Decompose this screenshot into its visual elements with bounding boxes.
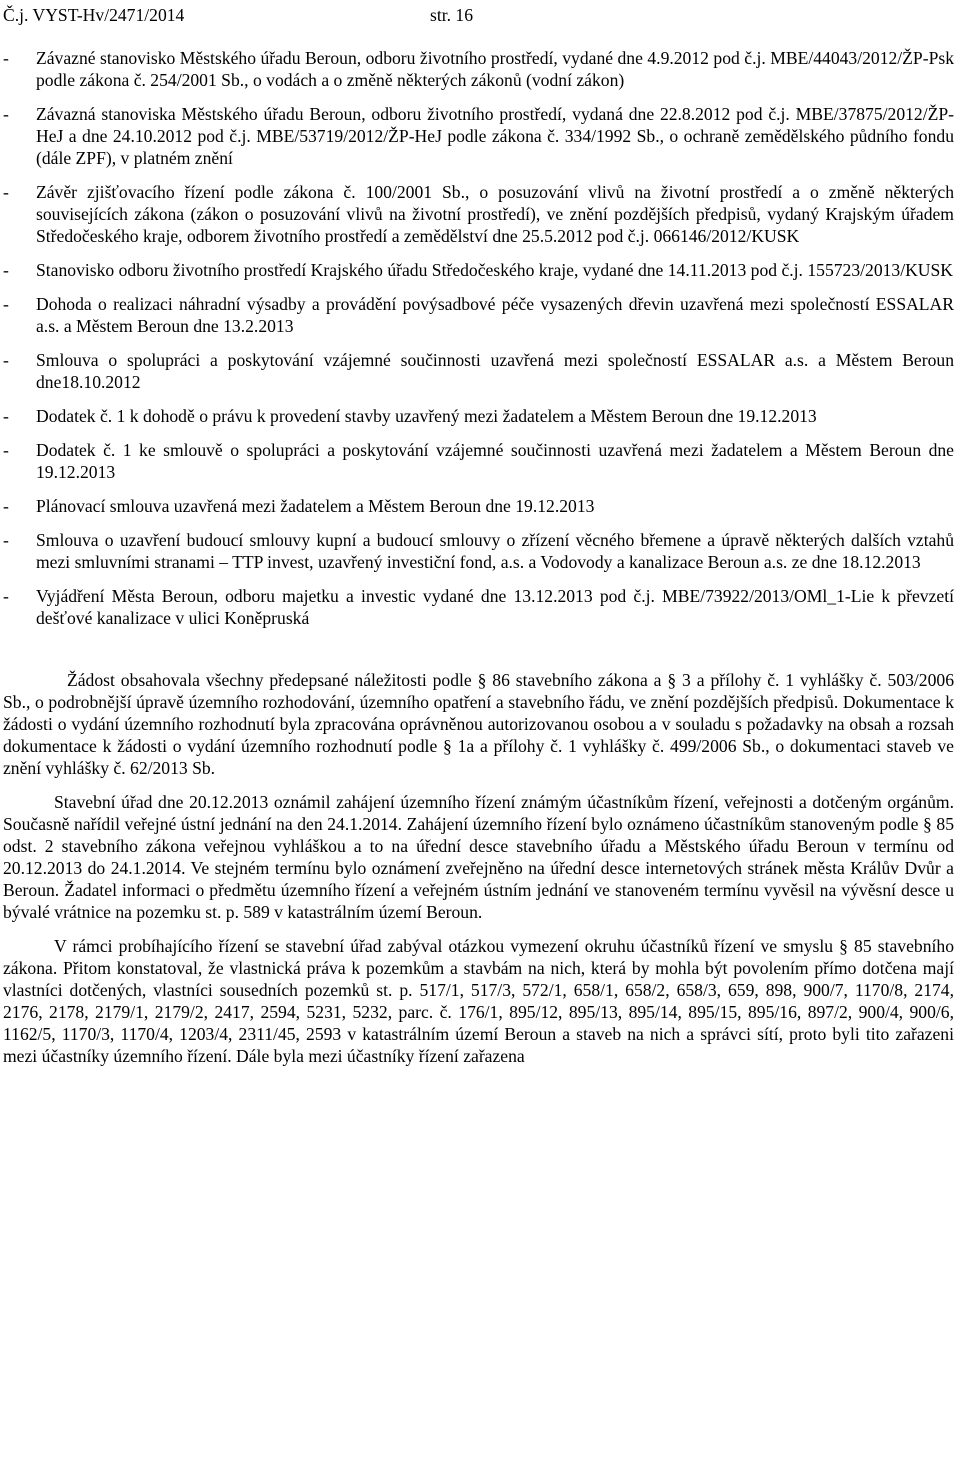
list-dash: - — [3, 294, 9, 314]
list-item — [3, 585, 954, 629]
document-list — [3, 47, 954, 629]
list-item-text: Vyjádření Města Beroun, odboru majetku a investic vydané dne 13.12.2013 pod č.j. MBE/73922/2013/OMl_1-Lie k převzetí dešťové kanalizace v ulici Koněpruská — [36, 586, 954, 628]
list-item-text: Plánovací smlouva uzavřená mezi žadatelem a Městem Beroun dne 19.12.2013 — [36, 496, 595, 516]
paragraph-participants: V rámci probíhajícího řízení se stavební úřad zabýval otázkou vymezení okruhu účastníků řízení ve smyslu § 85 stavebního zákona. Přitom konstatoval, že vlastnická práva k pozemkům a stavbám na nich, která by mohla být povolením přímo dotčena mají vlastníci dotčených, vlastníci sousedních pozemků st. p. 517/1, 517/3, 572/1, 658/1, 658/2, 658/3, 659, 898, 900/7, 1170/8, 2174, 2176, 2178, 2179/1, 2179/2, 2417, 2594, 5231, 5232, parc. č. 176/1, 895/12, 895/13, 895/14, 895/15, 895/16, 897/2, 900/4, 900/6, 1162/5, 1170/3, 1170/4, 1203/4, 2311/45, 2593 v katastrálním území Beroun a staveb na nich a správci sítí, proto byli tito zařazeni mezi účastníky územního řízení. Dále byla mezi účastníky řízení zařazena — [3, 936, 954, 1066]
list-dash: - — [3, 104, 9, 124]
list-item — [3, 529, 954, 573]
list-dash: - — [3, 496, 9, 516]
list-dash: - — [3, 350, 9, 370]
list-item-text: Dodatek č. 1 k dohodě o právu k provedení stavby uzavřený mezi žadatelem a Městem Beroun dne 19.12.2013 — [36, 406, 817, 426]
list-dash: - — [3, 406, 9, 426]
list-item-text: Smlouva o spolupráci a poskytování vzájemné součinnosti uzavřená mezi společností ESSALAR a.s. a Městem Beroun dne18.10.2012 — [36, 350, 954, 392]
paragraph-notification: Stavební úřad dne 20.12.2013 oznámil zahájení územního řízení známým účastníkům řízení, veřejnosti a dotčeným orgánům. Současně nařídil veřejné ústní jednání na den 24.1.2014. Zahájení územního řízení bylo oznámeno účastníkům stanoveným podle § 85 odst. 2 stavebního zákona veřejnou vyhláškou a to na úřední desce stavebního úřadu a Městského úřadu Beroun v termínu od 20.12.2013 do 24.1.2014. Ve stejném termínu bylo oznámení zveřejněno na úřední desce internetových stránek města Králův Dvůr a Beroun. Žadatel informaci o předmětu územního řízení a veřejném ústním jednání ve stanoveném termínu vyvěsil na vývěsní desce u bývalé vrátnice na pozemku st. p. 589 v katastrálním území Beroun. — [3, 792, 954, 922]
list-item — [3, 495, 954, 517]
list-item-text: Smlouva o uzavření budoucí smlouvy kupní a budoucí smlouvy o zřízení věcného břemene a úpravě některých dalších vztahů mezi smluvními stranami – TTP invest, uzavřený investiční fond, a.s. a Vodovody a kanalizace Beroun a.s. ze dne 18.12.2013 — [36, 530, 954, 572]
page-number: str. 16 — [430, 5, 474, 25]
list-dash: - — [3, 586, 9, 606]
list-item-text: Stanovisko odboru životního prostředí Krajského úřadu Středočeského kraje, vydané dne 14.11.2013 pod č.j. 155723/2013/KUSK — [36, 260, 954, 280]
list-dash: - — [3, 182, 9, 202]
list-item — [3, 405, 954, 427]
list-item — [3, 47, 954, 91]
list-item-text: Dodatek č. 1 ke smlouvě o spolupráci a poskytování vzájemné součinnosti uzavřená mezi žadatelem a Městem Beroun dne 19.12.2013 — [36, 440, 954, 482]
list-item — [3, 439, 954, 483]
list-item-text: Závazné stanovisko Městského úřadu Beroun, odboru životního prostředí, vydané dne 4.9.2012 pod č.j. MBE/44043/2012/ŽP-Psk podle zákona č. 254/2001 Sb., o vodách a o změně některých zákonů (vodní zákon) — [36, 48, 954, 90]
list-item — [3, 181, 954, 247]
body-text — [3, 669, 954, 1067]
reference-number: Č.j. VYST-Hv/2471/2014 — [3, 5, 185, 25]
list-item — [3, 293, 954, 337]
list-dash: - — [3, 260, 9, 280]
list-item — [3, 259, 954, 281]
list-item-text: Dohoda o realizaci náhradní výsadby a provádění povýsadbové péče vysazených dřevin uzavřená mezi společností ESSALAR a.s. a Městem Beroun dne 13.2.2013 — [36, 294, 954, 336]
list-dash: - — [3, 440, 9, 460]
list-dash: - — [3, 48, 9, 68]
list-item — [3, 349, 954, 393]
list-item-text: Závěr zjišťovacího řízení podle zákona č. 100/2001 Sb., o posuzování vlivů na životní prostředí a o změně některých souvisejících zákona (zákon o posuzování vlivů na životní prostředí), ve znění pozdějších předpisů, vydaný Krajským úřadem Středočeského kraje, odborem životního prostředí a zemědělství dne 25.5.2012 pod č.j. 066146/2012/KUSK — [36, 182, 954, 246]
list-item-text: Závazná stanoviska Městského úřadu Beroun, odboru životního prostředí, vydaná dne 22.8.2012 pod č.j. MBE/37875/2012/ŽP-HeJ a dne 24.10.2012 pod č.j. MBE/53719/2012/ŽP-HeJ podle zákona č. 334/1992 Sb., o ochraně zemědělského půdního fondu (dále ZPF), v platném znění — [36, 104, 954, 168]
page-header — [3, 0, 954, 26]
paragraph-application: Žádost obsahovala všechny předepsané náležitosti podle § 86 stavebního zákona a § 3 a přílohy č. 1 vyhlášky č. 503/2006 Sb., o podrobnější úpravě územního rozhodování, územního opatření a stavebního řádu, ve znění pozdějších předpisů. Dokumentace k žádosti o vydání územního rozhodnutí byla zpracována oprávněnou autorizovanou osobou a v souladu s požadavky na obsah a rozsah dokumentace k žádosti o vydání územního rozhodnutí podle § 1a a přílohy č. 1 vyhlášky č. 499/2006 Sb., o dokumentaci staveb ve znění vyhlášky č. 62/2013 Sb. — [3, 670, 954, 778]
list-dash: - — [3, 530, 9, 550]
list-item — [3, 103, 954, 169]
